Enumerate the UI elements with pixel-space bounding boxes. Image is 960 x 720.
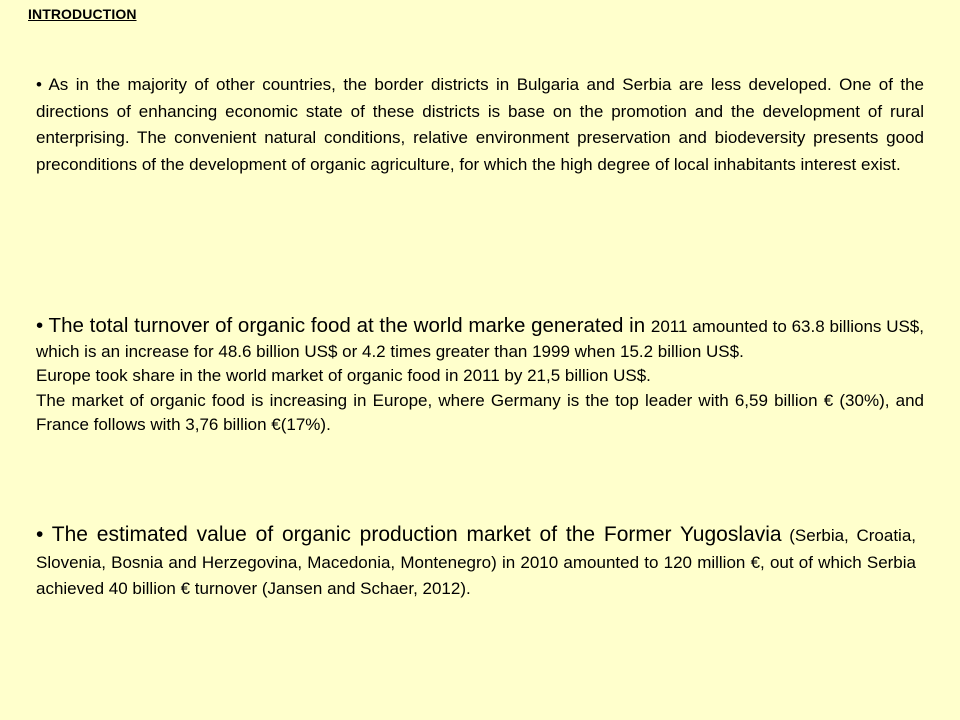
paragraph-world-turnover-lead-small: 2011 amounted — [650, 317, 768, 336]
paragraph-world-turnover-rest: to 63.8 billions US$, which is an increase for 48.6 billion US$ or 4.2 times greater than 1999 when 15.2 billion US$. — [36, 317, 924, 361]
paragraph-former-yugoslavia-lead: • The estimated value of organic production market of the Former Yugoslavia — [36, 523, 782, 546]
paragraph-world-turnover-lead: • The total turnover of organic food at the world marke generated in — [36, 314, 651, 337]
paragraph-former-yugoslavia-rest: (Serbia, Croatia, Slovenia, Bosnia and Herzegovina, Macedonia, Montenegro) in 2010 amounted to 120 million €, out of which Serbia achieved 40 billion € turnover (Jansen and Schaer, 2012). — [36, 526, 916, 598]
europe-share-line: Europe took share in the world market of organic food in 2011 by 21,5 billion US$. — [36, 366, 651, 385]
paragraph-world-turnover — [36, 314, 924, 438]
paragraph-border-districts: • As in the majority of other countries, the border districts in Bulgaria and Serbia are less developed. One of the directions of enhancing economic state of these districts is base on the promotion and the development of rural enterprising. The convenient natural conditions, relative environment preservation and biodeversity presents good preconditions of the development of organic agriculture, for which the high degree of local inhabitants interest exist. — [36, 75, 924, 174]
paragraph-former-yugoslavia — [36, 522, 916, 603]
section-heading: INTRODUCTION — [28, 6, 137, 22]
europe-market-line: The market of organic food is increasing in Europe, where Germany is the top leader with 6,59 billion € (30%), and France follows with 3,76 billion €(17%). — [36, 390, 924, 434]
